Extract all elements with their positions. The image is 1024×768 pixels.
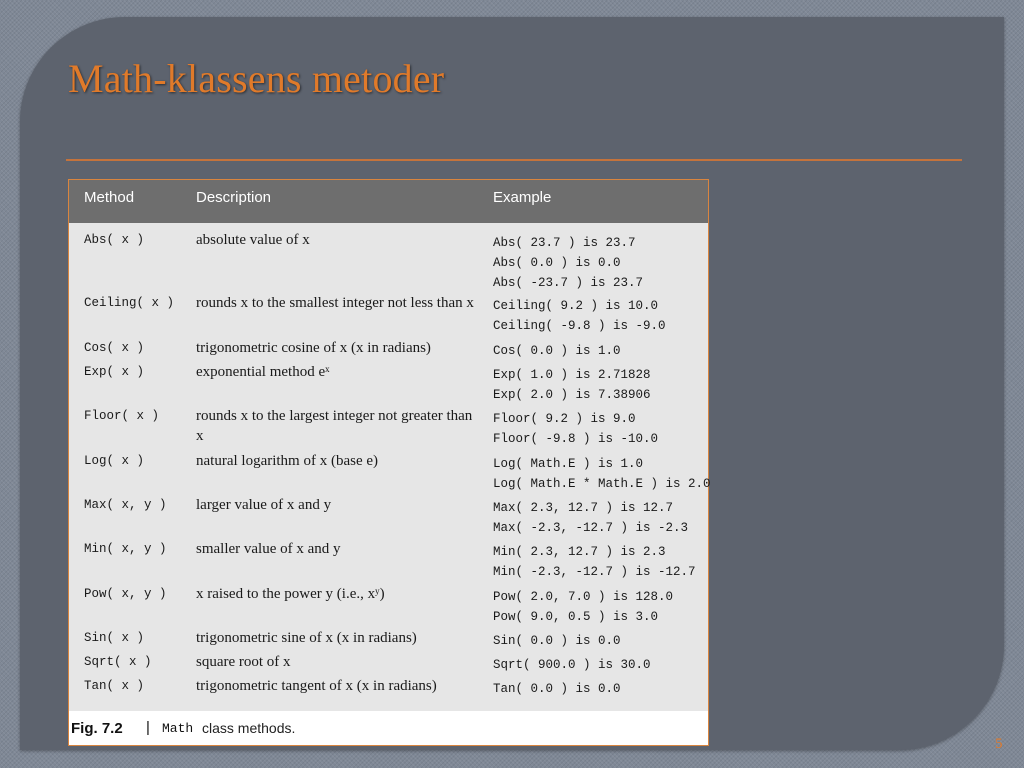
description-cell: x raised to the power y (i.e., xʸ) <box>196 586 385 602</box>
caption-text: class methods. <box>202 720 296 736</box>
example-cell <box>493 233 708 293</box>
example-line: Sin( 0.0 ) is 0.0 <box>493 634 621 648</box>
method-cell: Tan( x ) <box>84 679 145 693</box>
example-line: Min( -2.3, -12.7 ) is -12.7 <box>493 565 696 579</box>
description-cell: exponential method eˣ <box>196 364 330 380</box>
example-line: Ceiling( -9.8 ) is -9.0 <box>493 319 666 333</box>
description-cell: natural logarithm of x (base e) <box>196 453 379 469</box>
header-method: Method <box>84 189 135 206</box>
example-line: Pow( 9.0, 0.5 ) is 3.0 <box>493 610 659 624</box>
caption-code: Math <box>162 721 194 736</box>
figure-number: Fig. 7.2 <box>71 720 123 737</box>
example-cell <box>493 365 708 405</box>
example-cell <box>493 409 708 449</box>
description-cell: smaller value of x and y <box>196 541 341 557</box>
example-line: Abs( 0.0 ) is 0.0 <box>493 256 621 270</box>
description-cell: absolute value of x <box>196 232 310 248</box>
example-line: Min( 2.3, 12.7 ) is 2.3 <box>493 545 666 559</box>
description-cell: trigonometric tangent of x (x in radians) <box>196 678 437 694</box>
example-line: Abs( 23.7 ) is 23.7 <box>493 236 636 250</box>
figure-caption <box>69 711 708 745</box>
method-cell: Abs( x ) <box>84 233 145 247</box>
method-cell: Min( x, y ) <box>84 542 167 556</box>
example-cell <box>493 679 708 699</box>
example-line: Sqrt( 900.0 ) is 30.0 <box>493 658 651 672</box>
example-cell <box>493 296 708 336</box>
slide <box>20 17 1004 750</box>
slide-title: Math-klassens metoder <box>68 56 445 101</box>
method-cell: Log( x ) <box>84 454 145 468</box>
example-line: Max( -2.3, -12.7 ) is -2.3 <box>493 521 689 535</box>
example-line: Ceiling( 9.2 ) is 10.0 <box>493 299 659 313</box>
example-line: Log( Math.E ) is 1.0 <box>493 457 644 471</box>
example-cell <box>493 542 708 582</box>
example-line: Abs( -23.7 ) is 23.7 <box>493 276 644 290</box>
page-number: 5 <box>995 736 1003 752</box>
example-line: Pow( 2.0, 7.0 ) is 128.0 <box>493 590 674 604</box>
description-cell: rounds x to the smallest integer not less than x <box>196 295 474 311</box>
method-cell: Exp( x ) <box>84 365 145 379</box>
header-example: Example <box>493 189 552 206</box>
description-cell: square root of x <box>196 654 291 670</box>
description-cell: trigonometric cosine of x (x in radians) <box>196 340 431 356</box>
example-cell <box>493 631 708 651</box>
caption-separator: | <box>146 719 150 736</box>
example-line: Floor( -9.8 ) is -10.0 <box>493 432 659 446</box>
example-cell <box>493 341 708 361</box>
description-cell: larger value of x and y <box>196 497 332 513</box>
table-body <box>69 223 711 711</box>
example-line: Max( 2.3, 12.7 ) is 12.7 <box>493 501 674 515</box>
title-divider <box>66 159 962 161</box>
example-cell <box>493 454 711 494</box>
example-cell <box>493 655 708 675</box>
method-cell: Sin( x ) <box>84 631 145 645</box>
method-cell: Ceiling( x ) <box>84 296 175 310</box>
method-cell: Sqrt( x ) <box>84 655 152 669</box>
example-line: Floor( 9.2 ) is 9.0 <box>493 412 636 426</box>
header-description: Description <box>196 189 272 206</box>
example-line: Cos( 0.0 ) is 1.0 <box>493 344 621 358</box>
example-line: Exp( 2.0 ) is 7.38906 <box>493 388 651 402</box>
method-cell: Cos( x ) <box>84 341 145 355</box>
example-line: Tan( 0.0 ) is 0.0 <box>493 682 621 696</box>
method-cell: Pow( x, y ) <box>84 587 167 601</box>
example-cell <box>493 498 708 538</box>
table-header <box>69 180 708 223</box>
method-cell: Floor( x ) <box>84 409 160 423</box>
example-line: Exp( 1.0 ) is 2.71828 <box>493 368 651 382</box>
example-line: Log( Math.E * Math.E ) is 2.0 <box>493 477 711 491</box>
description-cell: rounds x to the largest integer not greater than x <box>196 408 473 444</box>
method-cell: Max( x, y ) <box>84 498 167 512</box>
math-methods-figure <box>68 179 709 746</box>
example-cell <box>493 587 708 627</box>
description-cell: trigonometric sine of x (x in radians) <box>196 630 417 646</box>
